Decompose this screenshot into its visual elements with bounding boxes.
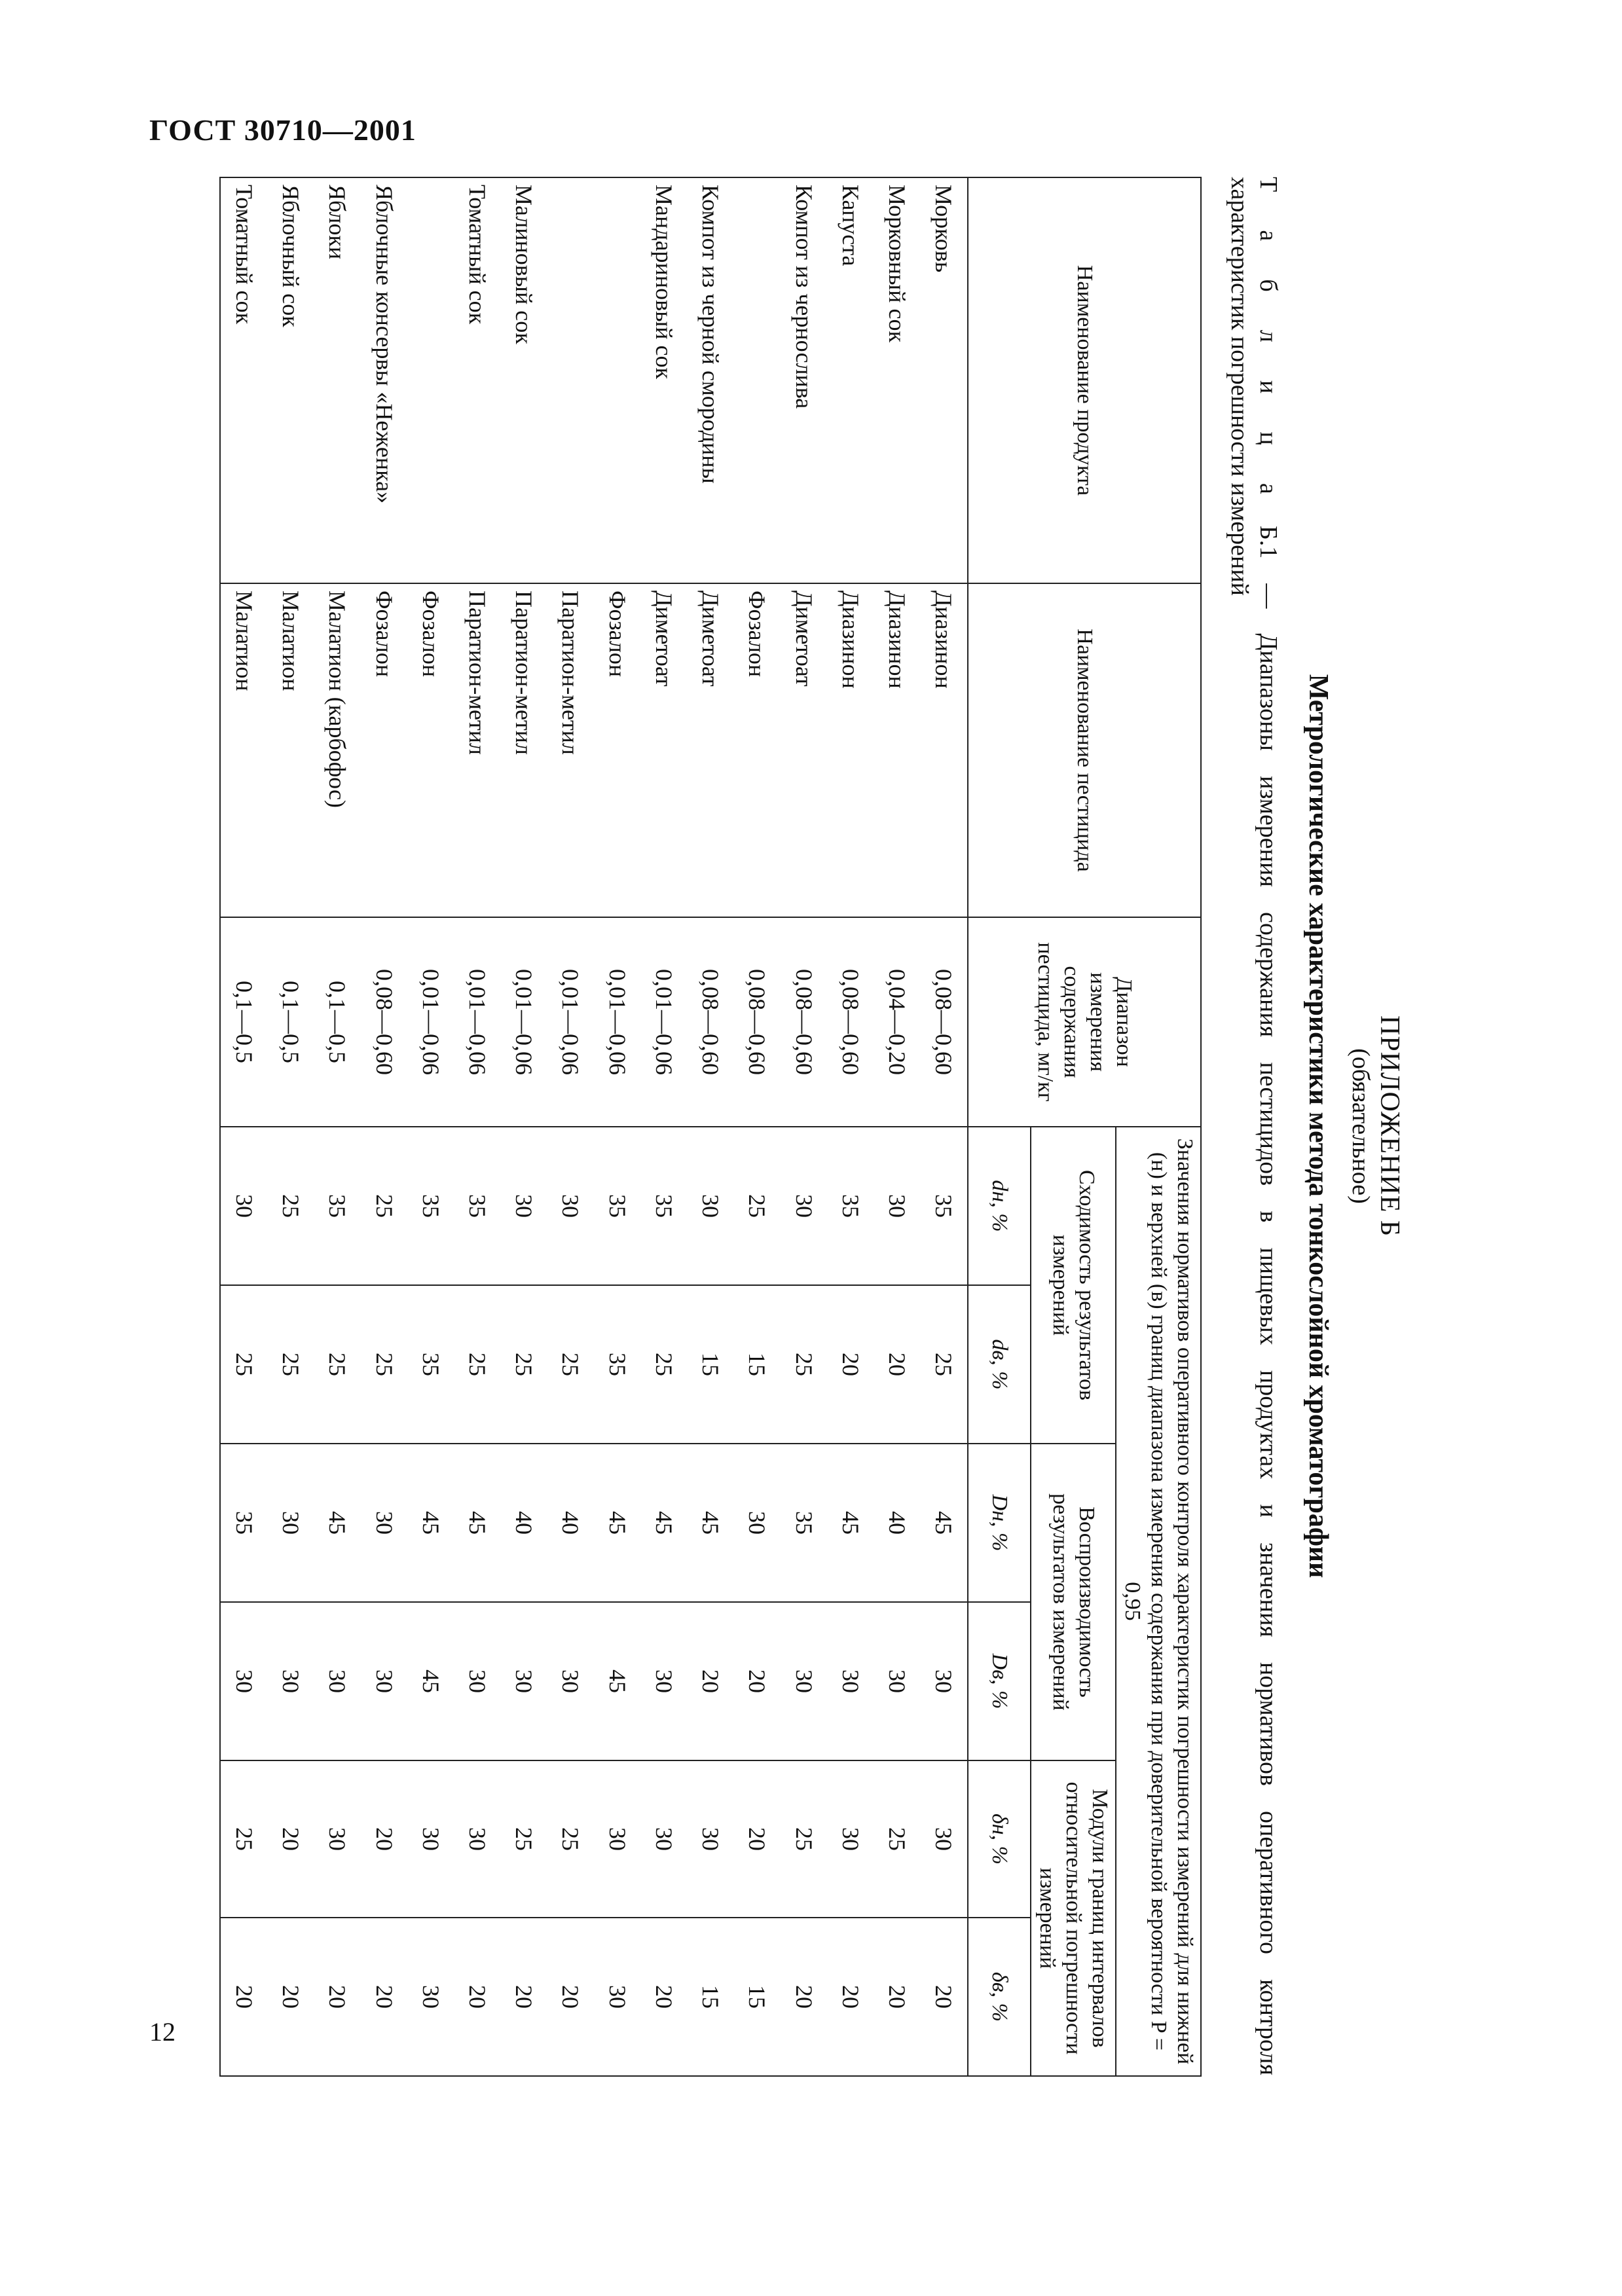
cell-product: Капуста bbox=[827, 177, 874, 583]
cell-dn: 30 bbox=[781, 1127, 827, 1285]
cell-dv: 20 bbox=[734, 1602, 781, 1760]
cell-dn: 35 bbox=[827, 1127, 874, 1285]
cell-dv: 20 bbox=[827, 1285, 874, 1444]
table-row bbox=[547, 177, 594, 2076]
cell-dn: 45 bbox=[314, 1444, 361, 1602]
cell-product: Компот из чернослива bbox=[781, 177, 827, 583]
cell-dn: 45 bbox=[454, 1444, 500, 1602]
cell-range: 0,08—0,60 bbox=[734, 917, 781, 1127]
table-row bbox=[827, 177, 874, 2076]
cell-deltav: 20 bbox=[547, 1918, 594, 2076]
cell-dv: 25 bbox=[220, 1285, 268, 1444]
table-body bbox=[220, 177, 968, 2076]
cell-pesticide: Малатион bbox=[268, 583, 314, 917]
cell-deltan: 25 bbox=[874, 1760, 920, 1918]
cell-product bbox=[734, 177, 781, 583]
cell-deltan: 30 bbox=[314, 1760, 361, 1918]
cell-dn: 45 bbox=[407, 1444, 454, 1602]
cell-dv: 30 bbox=[781, 1602, 827, 1760]
cell-dv: 25 bbox=[547, 1285, 594, 1444]
cell-deltan: 30 bbox=[454, 1760, 500, 1918]
cell-deltan: 25 bbox=[220, 1760, 268, 1918]
cell-dn: 30 bbox=[874, 1127, 920, 1285]
cell-range: 0,01—0,06 bbox=[640, 917, 687, 1127]
cell-dv: 30 bbox=[547, 1602, 594, 1760]
cell-product: Яблоки bbox=[314, 177, 361, 583]
cell-product: Мандариновый сок bbox=[640, 177, 687, 583]
document-code: ГОСТ 30710—2001 bbox=[149, 113, 416, 147]
cell-dn: 25 bbox=[361, 1127, 407, 1285]
header-reproducibility: Воспроизводимость результатов измерений bbox=[1031, 1444, 1116, 1760]
cell-product: Яблочные консервы «Неженка» bbox=[361, 177, 407, 583]
cell-range: 0,08—0,60 bbox=[827, 917, 874, 1127]
appendix-subtitle: (обязательное) bbox=[1347, 1048, 1374, 1204]
cell-deltav: 30 bbox=[594, 1918, 640, 2076]
header-dn: dн, % bbox=[968, 1127, 1031, 1285]
cell-dn: 35 bbox=[454, 1127, 500, 1285]
cell-range: 0,1—0,5 bbox=[220, 917, 268, 1127]
cell-product: Морковный сок bbox=[874, 177, 920, 583]
cell-deltan: 25 bbox=[547, 1760, 594, 1918]
cell-product bbox=[547, 177, 594, 583]
cell-range: 0,01—0,06 bbox=[547, 917, 594, 1127]
cell-deltav: 20 bbox=[268, 1918, 314, 2076]
cell-dn: 45 bbox=[921, 1444, 968, 1602]
cell-dn: 40 bbox=[501, 1444, 547, 1602]
cell-deltan: 30 bbox=[921, 1760, 968, 1918]
table-row bbox=[640, 177, 687, 2076]
table-row bbox=[501, 177, 547, 2076]
cell-pesticide: Малатион bbox=[220, 583, 268, 917]
table-row bbox=[781, 177, 827, 2076]
table-caption bbox=[1254, 177, 1283, 2075]
cell-dv: 45 bbox=[407, 1602, 454, 1760]
header-deltan: δн, % bbox=[968, 1760, 1031, 1918]
cell-dv: 25 bbox=[501, 1285, 547, 1444]
cell-deltav: 15 bbox=[734, 1918, 781, 2076]
cell-dv: 30 bbox=[501, 1602, 547, 1760]
cell-dv: 35 bbox=[594, 1285, 640, 1444]
cell-dn: 30 bbox=[220, 1127, 268, 1285]
cell-dv: 30 bbox=[268, 1602, 314, 1760]
cell-deltav: 20 bbox=[501, 1918, 547, 2076]
cell-pesticide: Фозалон bbox=[361, 583, 407, 917]
cell-dn: 25 bbox=[268, 1127, 314, 1285]
cell-dn: 30 bbox=[268, 1444, 314, 1602]
cell-deltan: 30 bbox=[640, 1760, 687, 1918]
header-range: Диапазон измерения содержания пестицида, мг/кг bbox=[968, 917, 1201, 1127]
cell-dn: 45 bbox=[594, 1444, 640, 1602]
cell-product: Томатный сок bbox=[220, 177, 268, 583]
cell-dn: 40 bbox=[874, 1444, 920, 1602]
table-row bbox=[734, 177, 781, 2076]
cell-deltan: 30 bbox=[407, 1760, 454, 1918]
cell-dv: 25 bbox=[640, 1285, 687, 1444]
cell-dv: 25 bbox=[361, 1285, 407, 1444]
cell-dv: 25 bbox=[314, 1285, 361, 1444]
cell-dv: 35 bbox=[407, 1285, 454, 1444]
cell-deltav: 20 bbox=[640, 1918, 687, 2076]
cell-deltav: 20 bbox=[361, 1918, 407, 2076]
table-row bbox=[361, 177, 407, 2076]
header-product: Наименование продукта bbox=[968, 177, 1201, 583]
cell-deltav: 20 bbox=[921, 1918, 968, 2076]
cell-dn: 35 bbox=[781, 1444, 827, 1602]
cell-dv: 20 bbox=[688, 1602, 734, 1760]
table-row bbox=[407, 177, 454, 2076]
cell-deltan: 30 bbox=[688, 1760, 734, 1918]
cell-pesticide: Паратион-метил bbox=[501, 583, 547, 917]
cell-product: Компот из черной смородины bbox=[688, 177, 734, 583]
cell-dn: 25 bbox=[734, 1127, 781, 1285]
table-row bbox=[314, 177, 361, 2076]
cell-dv: 30 bbox=[640, 1602, 687, 1760]
cell-dv: 30 bbox=[921, 1602, 968, 1760]
metrology-table bbox=[219, 177, 1202, 2077]
cell-product: Яблочный сок bbox=[268, 177, 314, 583]
cell-deltan: 25 bbox=[781, 1760, 827, 1918]
cell-dn: 45 bbox=[827, 1444, 874, 1602]
header-deltav: δв, % bbox=[968, 1918, 1031, 2076]
cell-deltav: 30 bbox=[407, 1918, 454, 2076]
cell-dv: 25 bbox=[268, 1285, 314, 1444]
table-caption-lead: Т а б л и ц а bbox=[1255, 177, 1282, 501]
appendix-title: ПРИЛОЖЕНИЕ Б bbox=[1374, 1015, 1405, 1237]
cell-pesticide: Диметоат bbox=[688, 583, 734, 917]
cell-dv: 30 bbox=[220, 1602, 268, 1760]
cell-dv: 15 bbox=[734, 1285, 781, 1444]
cell-range: 0,08—0,60 bbox=[781, 917, 827, 1127]
table-row bbox=[874, 177, 920, 2076]
cell-dv: 15 bbox=[688, 1285, 734, 1444]
header-Dn: Dн, % bbox=[968, 1444, 1031, 1602]
cell-pesticide: Фозалон bbox=[594, 583, 640, 917]
cell-pesticide: Малатион (карбофос) bbox=[314, 583, 361, 917]
cell-dn: 30 bbox=[501, 1127, 547, 1285]
cell-dn: 40 bbox=[547, 1444, 594, 1602]
header-group: Значения нормативов оперативного контроля характеристик погрешности измерений для нижней (н) и верхней (в) границ диапазона измерения содержания при доверительной вероятности P = 0,95 bbox=[1116, 1127, 1201, 2076]
header-convergence: Сходимость результатов измерений bbox=[1031, 1127, 1116, 1444]
cell-deltav: 20 bbox=[454, 1918, 500, 2076]
cell-deltav: 20 bbox=[874, 1918, 920, 2076]
page-number: 12 bbox=[149, 2017, 175, 2047]
cell-dn: 35 bbox=[220, 1444, 268, 1602]
cell-dv: 20 bbox=[874, 1285, 920, 1444]
cell-range: 0,01—0,06 bbox=[407, 917, 454, 1127]
cell-dn: 30 bbox=[734, 1444, 781, 1602]
cell-dv: 30 bbox=[827, 1602, 874, 1760]
cell-dn: 35 bbox=[314, 1127, 361, 1285]
cell-pesticide: Диазинон bbox=[827, 583, 874, 917]
cell-pesticide: Диазинон bbox=[921, 583, 968, 917]
table-row bbox=[688, 177, 734, 2076]
cell-deltav: 20 bbox=[827, 1918, 874, 2076]
cell-dv: 30 bbox=[314, 1602, 361, 1760]
cell-pesticide: Диазинон bbox=[874, 583, 920, 917]
cell-range: 0,1—0,5 bbox=[314, 917, 361, 1127]
cell-deltan: 25 bbox=[501, 1760, 547, 1918]
cell-dv: 25 bbox=[921, 1285, 968, 1444]
header-dv: dв, % bbox=[968, 1285, 1031, 1444]
cell-range: 0,01—0,06 bbox=[594, 917, 640, 1127]
cell-range: 0,08—0,60 bbox=[361, 917, 407, 1127]
cell-pesticide: Диметоат bbox=[781, 583, 827, 917]
cell-range: 0,1—0,5 bbox=[268, 917, 314, 1127]
table-caption-continuation: характеристик погрешности измерений bbox=[1226, 177, 1253, 596]
table-row bbox=[220, 177, 268, 2076]
header-pesticide: Наименование пестицида bbox=[968, 583, 1201, 917]
cell-product bbox=[594, 177, 640, 583]
cell-dv: 30 bbox=[874, 1602, 920, 1760]
cell-dn: 45 bbox=[640, 1444, 687, 1602]
cell-range: 0,04—0,20 bbox=[874, 917, 920, 1127]
cell-pesticide: Паратион-метил bbox=[547, 583, 594, 917]
cell-deltan: 20 bbox=[268, 1760, 314, 1918]
cell-dv: 45 bbox=[594, 1602, 640, 1760]
cell-deltav: 20 bbox=[314, 1918, 361, 2076]
cell-dn: 35 bbox=[640, 1127, 687, 1285]
cell-deltav: 20 bbox=[781, 1918, 827, 2076]
cell-deltan: 30 bbox=[827, 1760, 874, 1918]
rotated-content bbox=[174, 177, 1405, 2075]
cell-range: 0,08—0,60 bbox=[688, 917, 734, 1127]
section-title: Метрологические характеристики метода тонкослойной хроматографии bbox=[1303, 674, 1333, 1578]
cell-dv: 30 bbox=[454, 1602, 500, 1760]
cell-dv: 30 bbox=[361, 1602, 407, 1760]
cell-pesticide: Фозалон bbox=[734, 583, 781, 917]
cell-deltan: 20 bbox=[361, 1760, 407, 1918]
cell-product: Малиновый сок bbox=[501, 177, 547, 583]
cell-product: Томатный сок bbox=[454, 177, 500, 583]
cell-dn: 35 bbox=[594, 1127, 640, 1285]
cell-dn: 30 bbox=[547, 1127, 594, 1285]
cell-product bbox=[407, 177, 454, 583]
cell-dv: 25 bbox=[454, 1285, 500, 1444]
table-row bbox=[454, 177, 500, 2076]
cell-dn: 35 bbox=[921, 1127, 968, 1285]
cell-deltan: 20 bbox=[734, 1760, 781, 1918]
header-Dv: Dв, % bbox=[968, 1602, 1031, 1760]
cell-dn: 45 bbox=[688, 1444, 734, 1602]
cell-pesticide: Фозалон bbox=[407, 583, 454, 917]
cell-dn: 35 bbox=[407, 1127, 454, 1285]
cell-range: 0,08—0,60 bbox=[921, 917, 968, 1127]
table-row bbox=[594, 177, 640, 2076]
cell-dn: 30 bbox=[361, 1444, 407, 1602]
header-error-limits: Модули границ интервалов относительной погрешности измерений bbox=[1031, 1760, 1116, 2076]
cell-deltav: 15 bbox=[688, 1918, 734, 2076]
table-caption-line1: Б.1 — Диапазоны измерения содержания пестицидов в пищевых продуктах и значения нормативов оперативного контроля bbox=[1255, 525, 1282, 2075]
cell-product: Морковь bbox=[921, 177, 968, 583]
cell-dn: 30 bbox=[688, 1127, 734, 1285]
cell-deltan: 30 bbox=[594, 1760, 640, 1918]
cell-pesticide: Паратион-метил bbox=[454, 583, 500, 917]
cell-range: 0,01—0,06 bbox=[501, 917, 547, 1127]
cell-deltav: 20 bbox=[220, 1918, 268, 2076]
cell-dv: 25 bbox=[781, 1285, 827, 1444]
cell-range: 0,01—0,06 bbox=[454, 917, 500, 1127]
cell-pesticide: Диметоат bbox=[640, 583, 687, 917]
table-row bbox=[921, 177, 968, 2076]
table-row bbox=[268, 177, 314, 2076]
